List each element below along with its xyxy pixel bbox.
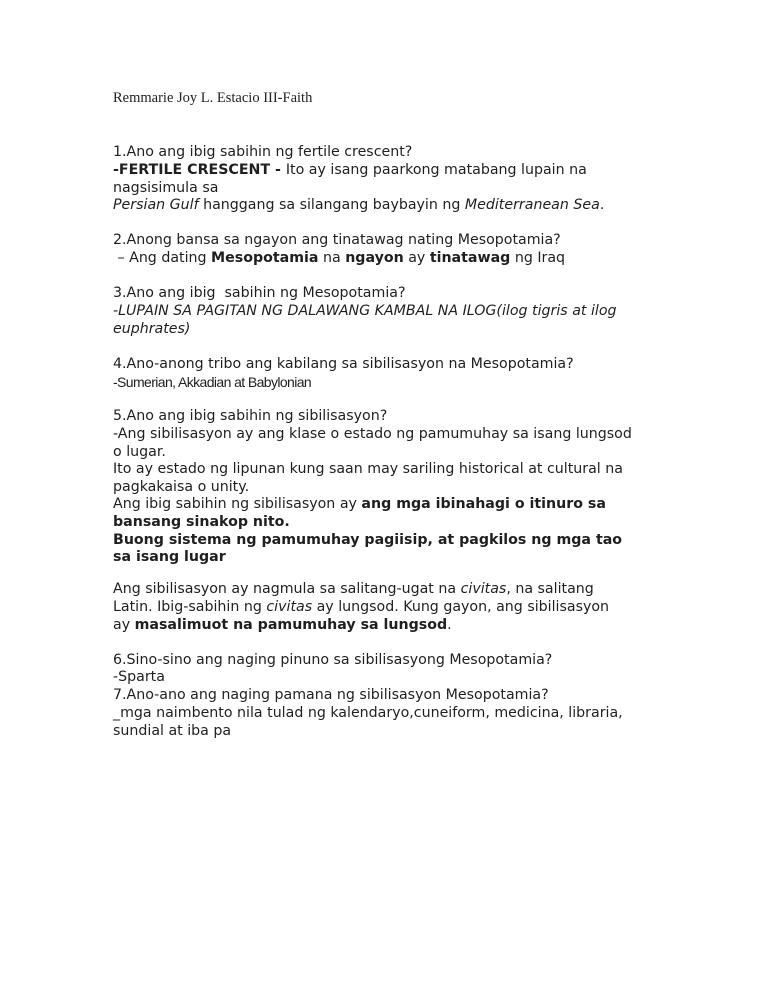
question-6: 6.Sino-sino ang naging pinuno sa sibilisasyong Mesopotamia? [113, 652, 553, 668]
answer-5-line-8 [113, 548, 226, 566]
civitas-para-line-2 [113, 598, 609, 616]
civitas-text-3: Latin. Ibig-sabihin ng [113, 599, 267, 615]
author-header: Remmarie Joy L. Estacio III-Faith [113, 90, 313, 106]
question-7: 7.Ano-ano ang naging pamana ng sibilisasyon Mesopotamia? [113, 687, 549, 703]
civitas-text-5: ay [113, 617, 135, 633]
civitas-text-4: ay lungsod. Kung gayon, ang sibilisasyon [312, 599, 610, 615]
answer-1-middle: hanggang sa silangang baybayin ng [198, 197, 465, 213]
answer-2 [113, 249, 565, 267]
answer-2-part-3: ay [403, 250, 430, 266]
answer-5-line-4: pagkakaisa o unity. [113, 479, 250, 495]
answer-1-end: . [599, 197, 605, 213]
answer-6: -Sparta [113, 669, 165, 685]
question-2: 2.Anong bansa sa ngayon ang tinatawag nating Mesopotamia? [113, 232, 561, 248]
answer-1-line-3 [113, 196, 604, 214]
civitas-text-1: Ang sibilisasyon ay nagmula sa salitang-ugat na [113, 581, 461, 597]
answer-5-line-7 [113, 531, 622, 549]
answer-7-line-1: _mga naimbento nila tulad ng kalendaryo,cuneiform, medicina, libraria, [113, 705, 623, 721]
answer-2-bold-1: Mesopotamia [211, 250, 319, 266]
answer-3-text-1: -LUPAIN SA PAGITAN NG DALAWANG KAMBAL NA ILOG(ilog tigris at ilog [113, 303, 617, 319]
answer-1-line-2: nagsisimula sa [113, 180, 219, 196]
civitas-para-line-3 [113, 616, 452, 634]
civitas-text-2: , na salitang [506, 581, 594, 597]
answer-2-bold-2: ngayon [345, 250, 404, 266]
answer-3-line-2 [113, 320, 190, 338]
answer-5-line-6 [113, 513, 290, 531]
answer-1-text: Ito ay isang paarkong matabang lupain na [285, 162, 587, 178]
answer-2-part-2: na [318, 250, 346, 266]
answer-1-line-1 [113, 161, 587, 179]
answer-5-line-8-bold: sa isang lugar [113, 549, 226, 565]
civitas-text-6: . [447, 617, 452, 633]
answer-2-part-1: – Ang dating [113, 250, 212, 266]
answer-7-line-2: sundial at iba pa [113, 723, 232, 739]
answer-5-line-7-bold: Buong sistema ng pamumuhay pagiisip, at pagkilos ng mga tao [113, 532, 623, 548]
answer-2-bold-3: tinatawag [429, 250, 511, 266]
question-4: 4.Ano-anong tribo ang kabilang sa sibilisasyon na Mesopotamia? [113, 356, 574, 372]
answer-5-line-5-bold: ang mga ibinahagi o itinuro sa [361, 496, 606, 512]
answer-3-line-1 [113, 302, 617, 320]
question-3: 3.Ano ang ibig sabihin ng Mesopotamia? [113, 285, 406, 301]
civitas-bold: masalimuot na pamumuhay sa lungsod [134, 617, 448, 633]
question-1: 1.Ano ang ibig sabihin ng fertile crescent? [113, 144, 413, 160]
answer-5-line-5-text: Ang ibig sabihin ng sibilisasyon ay [113, 496, 362, 512]
answer-5-line-2: o lugar. [113, 444, 166, 460]
mediterranean-text: Mediterranean Sea [464, 197, 600, 213]
answer-5-line-1: -Ang sibilisasyon ay ang klase o estado ng pamumuhay sa isang lungsod [113, 426, 632, 442]
answer-2-part-4: ng Iraq [510, 250, 566, 266]
answer-3-text-2: euphrates) [113, 321, 191, 337]
civitas-italic-2: civitas [266, 599, 313, 615]
answer-4: -Sumerian, Akkadian at Babylonian [113, 374, 312, 390]
question-5: 5.Ano ang ibig sabihin ng sibilisasyon? [113, 408, 388, 424]
civitas-italic-1: civitas [460, 581, 507, 597]
answer-5-line-5 [113, 495, 606, 513]
answer-1-term: -FERTILE CRESCENT - [113, 162, 286, 178]
civitas-para-line-1 [113, 580, 594, 598]
answer-5-line-6-bold: bansang sinakop nito. [113, 514, 290, 530]
persian-gulf-text: Persian Gulf [113, 197, 199, 213]
answer-5-line-3: Ito ay estado ng lipunan kung saan may sariling historical at cultural na [113, 461, 623, 477]
